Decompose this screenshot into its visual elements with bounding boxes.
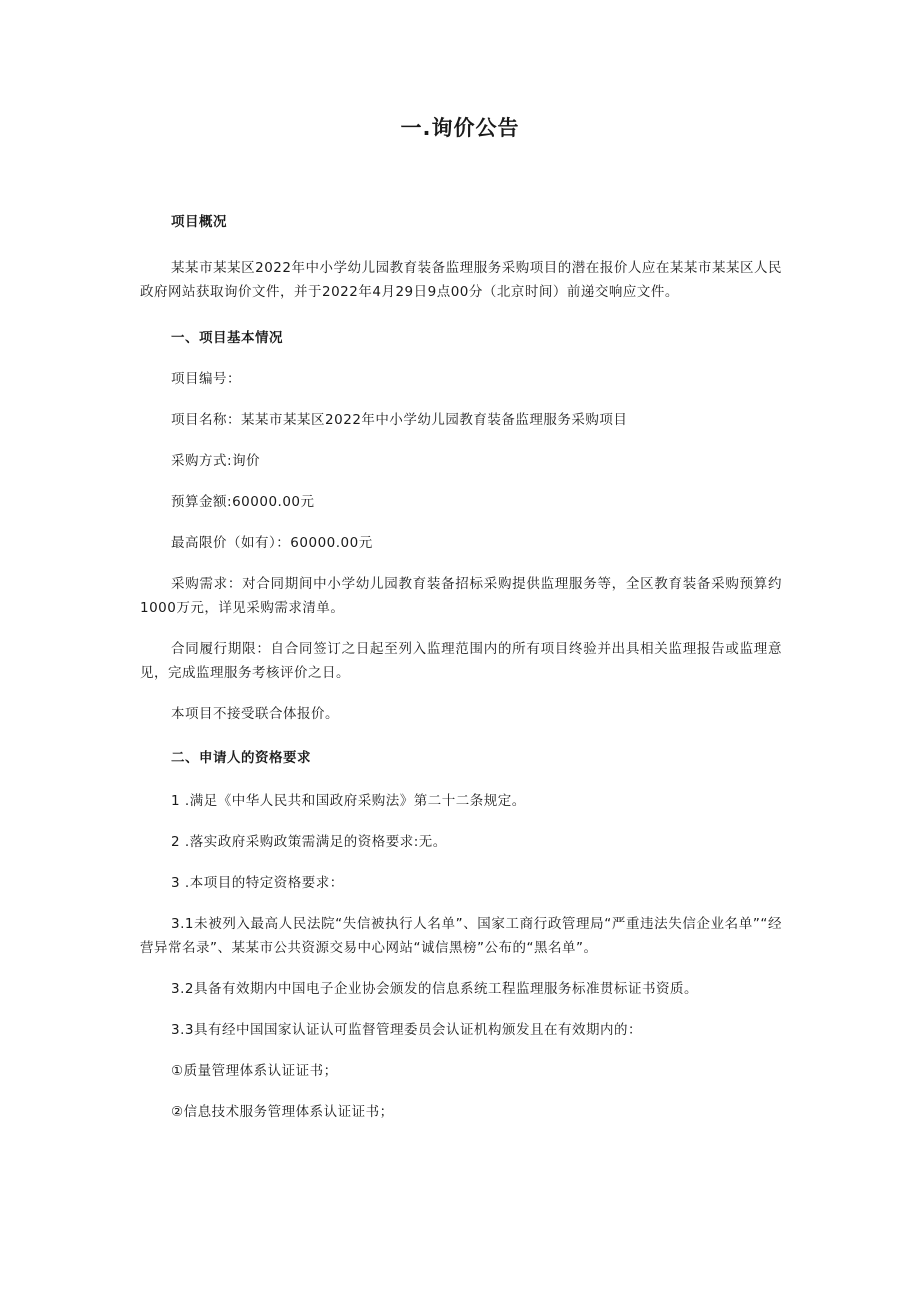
overview-text: 某某市某某区2022年中小学幼儿园教育装备监理服务采购项目的潜在报价人应在某某市某某区人民政府网站获取询价文件，并于2022年4月29日9点00分（北京时间）前递交响应文件。 bbox=[140, 260, 782, 300]
section1-heading: 一、项目基本情况 bbox=[171, 330, 284, 346]
document-body bbox=[140, 210, 782, 1124]
procurement-method: 采购方式:询价 bbox=[171, 453, 261, 469]
budget-amount: 预算金额:60000.00元 bbox=[171, 494, 315, 510]
max-price: 最高限价（如有）：60000.00元 bbox=[171, 535, 373, 551]
document-title: 一.询价公告 bbox=[400, 116, 520, 140]
requirement-3-1: 3.1未被列入最高人民法院“失信被执行人名单”、国家工商行政管理局“严重违法失信企业名单”“经营异常名录”、某某市公共资源交易中心网站“诚信黑榜”公布的“黑名单”。 bbox=[140, 916, 782, 956]
overview-heading: 项目概况 bbox=[171, 214, 228, 230]
section2-heading: 二、申请人的资格要求 bbox=[171, 750, 312, 766]
requirement-2: 2 .落实政府采购政策需满足的资格要求:无。 bbox=[171, 834, 447, 850]
requirement-1: 1 .满足《中华人民共和国政府采购法》第二十二条规定。 bbox=[171, 793, 526, 809]
certificate-2: ②信息技术服务管理体系认证证书； bbox=[171, 1104, 394, 1120]
requirement-3-3: 3.3具有经中国国家认证认可监督管理委员会认证机构颁发且在有效期内的： bbox=[171, 1022, 643, 1038]
requirement-3: 3 .本项目的特定资格要求： bbox=[171, 875, 344, 891]
requirement-3-2: 3.2具备有效期内中国电子企业协会颁发的信息系统工程监理服务标准贯标证书资质。 bbox=[171, 981, 699, 997]
contract-period: 合同履行期限：自合同签订之日起至列入监理范围内的所有项目终验并出具相关监理报告或监理意见，完成监理服务考核评价之日。 bbox=[140, 641, 782, 681]
project-name: 项目名称：某某市某某区2022年中小学幼儿园教育装备监理服务采购项目 bbox=[171, 412, 628, 428]
procurement-requirements: 采购需求：对合同期间中小学幼儿园教育装备招标采购提供监理服务等，全区教育装备采购预算约1000万元，详见采购需求清单。 bbox=[140, 576, 782, 616]
consortium-note: 本项目不接受联合体报价。 bbox=[171, 706, 340, 722]
certificate-1: ①质量管理体系认证证书； bbox=[171, 1063, 338, 1079]
project-number: 项目编号： bbox=[171, 371, 242, 387]
